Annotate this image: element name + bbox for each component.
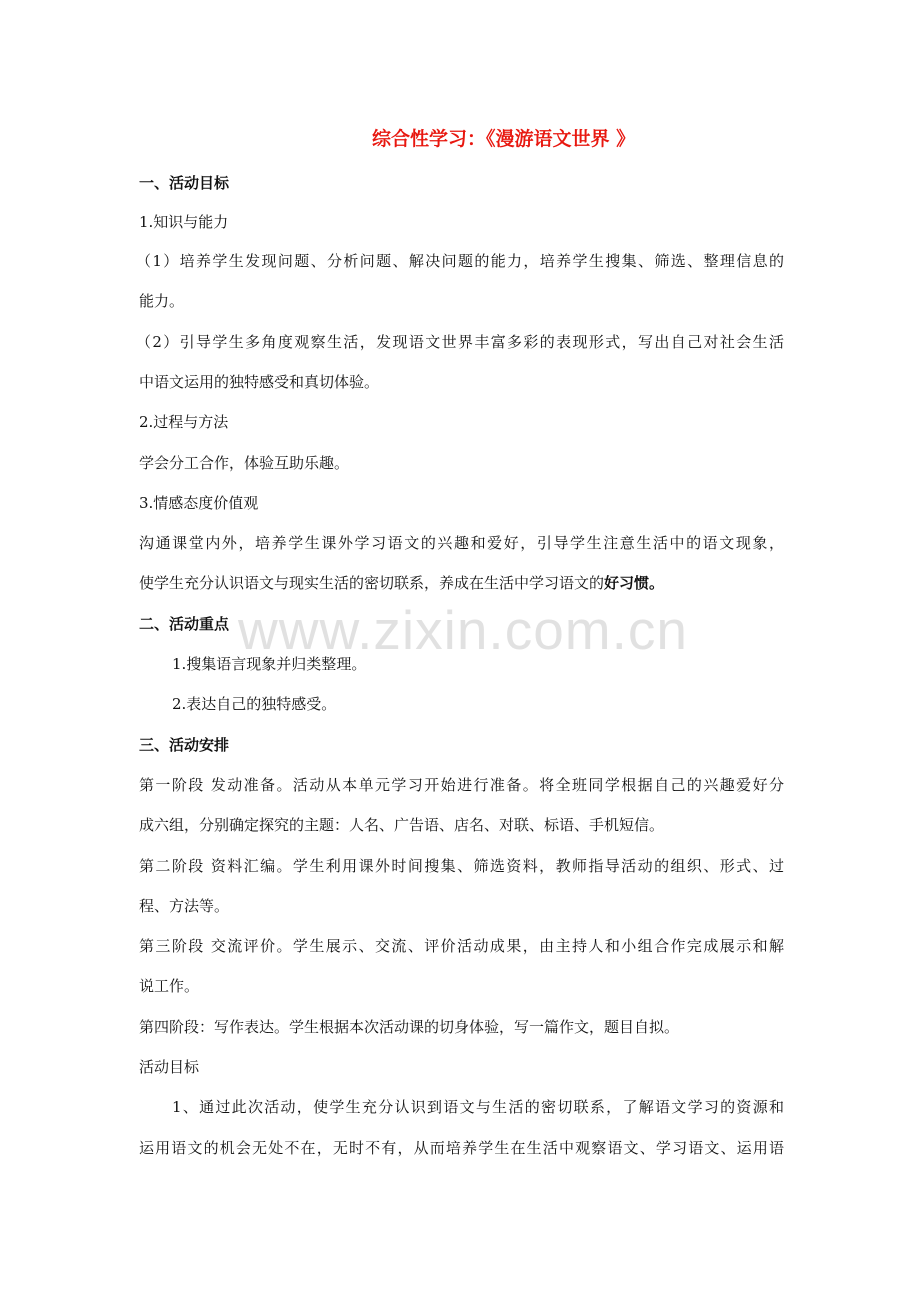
paragraph-line: [139, 572, 784, 593]
document-title: 综合性学习：《漫游语文世界 》: [372, 128, 636, 150]
subheading-process: 2.过程与方法: [139, 413, 229, 431]
list-item: 2.表达自己的独特感受。: [172, 695, 337, 713]
paragraph-line: 能力。: [139, 292, 185, 310]
paragraph-line: （2）引导学生多角度观察生活，发现语文世界丰富多彩的表现形式，写出自己对社会生活: [136, 333, 784, 351]
paragraph-line: 学会分工合作，体验互助乐趣。: [139, 454, 350, 472]
paragraph-line: 说工作。: [139, 977, 200, 995]
paragraph-line: 程、方法等。: [139, 897, 230, 915]
list-item: 1.搜集语言现象并归类整理。: [172, 655, 367, 673]
paragraph-line: （1）培养学生发现问题、分析问题、解决问题的能力，培养学生搜集、筛选、整理信息的: [136, 252, 784, 270]
paragraph-line: 沟通课堂内外，培养学生课外学习语文的兴趣和爱好，引导学生注意生活中的语文现象，: [139, 534, 784, 552]
section-heading-goals: 一、活动目标: [139, 174, 230, 192]
paragraph-line: 中语文运用的独特感受和真切体验。: [139, 373, 380, 391]
paragraph-line: 第一阶段 发动准备。活动从本单元学习开始进行准备。将全班同学根据自己的兴趣爱好分: [139, 776, 784, 794]
bold-text: 好习惯。: [604, 574, 665, 592]
subheading-knowledge: 1.知识与能力: [139, 213, 229, 231]
section-heading-focus: 二、活动重点: [139, 615, 230, 633]
subheading-activity-goals: 活动目标: [139, 1058, 200, 1076]
paragraph-line: 运用语文的机会无处不在，无时不有，从而培养学生在生活中观察语文、学习语文、运用语: [139, 1139, 784, 1157]
subheading-attitude: 3.情感态度价值观: [139, 494, 259, 512]
paragraph-line: 成六组，分别确定探究的主题：人名、广告语、店名、对联、标语、手机短信。: [139, 816, 665, 834]
section-heading-arrangement: 三、活动安排: [139, 736, 230, 754]
paragraph-line: 第二阶段 资料汇编。学生利用课外时间搜集、筛选资料，教师指导活动的组织、形式、过: [139, 857, 784, 875]
paragraph-line: 第四阶段：写作表达。学生根据本次活动课的切身体验，写一篇作文，题目自拟。: [139, 1018, 680, 1036]
watermark: www.zixin.com.cn: [238, 599, 688, 661]
paragraph-line: 1、通过此次活动，使学生充分认识到语文与生活的密切联系，了解语文学习的资源和: [172, 1098, 784, 1116]
paragraph-line: 第三阶段 交流评价。学生展示、交流、评价活动成果，由主持人和小组合作完成展示和解: [139, 937, 784, 955]
paragraph-text: 使学生充分认识语文与现实生活的密切联系，养成在生活中学习语文的: [139, 574, 605, 592]
